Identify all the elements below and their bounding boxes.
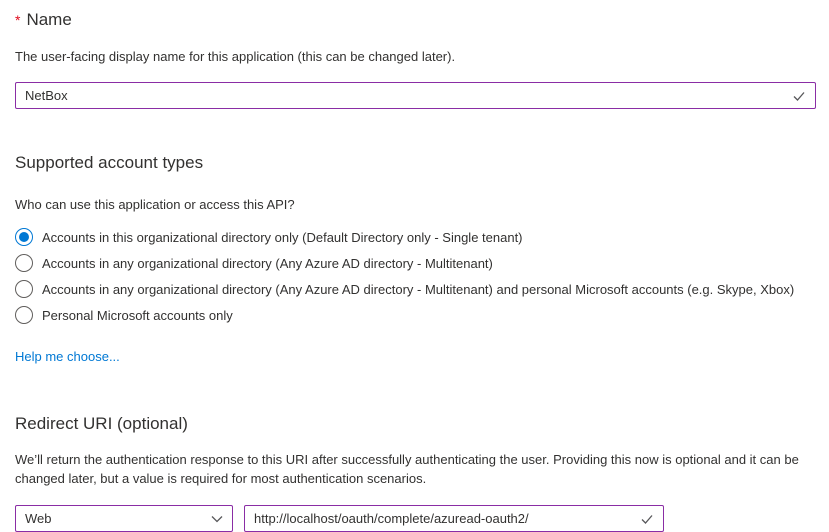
supported-account-types-section xyxy=(15,153,816,366)
supported-account-types-heading: Supported account types xyxy=(15,153,204,172)
redirect-uri-input[interactable] xyxy=(245,506,663,531)
radio-unselected-icon xyxy=(15,306,33,324)
help-me-choose-link[interactable]: Help me choose... xyxy=(15,349,120,364)
radio-unselected-icon xyxy=(15,254,33,272)
radio-option-multitenant[interactable] xyxy=(15,250,816,276)
platform-dropdown-value: Web xyxy=(25,511,52,526)
radio-option-single-tenant[interactable] xyxy=(15,224,816,250)
redirect-uri-heading: Redirect URI (optional) xyxy=(15,414,188,433)
chevron-down-icon xyxy=(210,512,224,526)
name-input-container xyxy=(15,82,816,109)
redirect-uri-input-container xyxy=(244,505,664,532)
account-types-question: Who can use this application or access this API? xyxy=(15,197,295,212)
name-section-heading: Name xyxy=(26,10,72,29)
redirect-uri-description: We’ll return the authentication response to this URI after successfully authenticating the user. Providing this now is optional and it can be changed later, but a value is required for most authentication scenarios. xyxy=(15,452,799,486)
redirect-uri-controls-row xyxy=(15,505,816,532)
radio-option-personal-only[interactable] xyxy=(15,302,816,328)
radio-option-label: Accounts in any organizational directory (Any Azure AD directory - Multitenant) and personal Microsoft accounts (e.g. Skype, Xbox) xyxy=(42,281,795,297)
name-input[interactable] xyxy=(16,83,815,108)
name-description: The user-facing display name for this application (this can be changed later). xyxy=(15,49,456,64)
redirect-uri-section xyxy=(15,414,816,532)
name-label-row xyxy=(15,10,816,30)
radio-selected-icon xyxy=(15,228,33,246)
radio-unselected-icon xyxy=(15,280,33,298)
radio-option-label: Personal Microsoft accounts only xyxy=(42,307,233,323)
account-types-radio-group xyxy=(15,224,816,328)
name-section xyxy=(15,10,816,109)
platform-dropdown[interactable] xyxy=(15,505,233,532)
radio-option-multitenant-personal[interactable] xyxy=(15,276,816,302)
radio-option-label: Accounts in this organizational directory only (Default Directory only - Single tenant) xyxy=(42,229,523,245)
required-asterisk: * xyxy=(15,12,21,28)
radio-option-label: Accounts in any organizational directory (Any Azure AD directory - Multitenant) xyxy=(42,255,493,271)
